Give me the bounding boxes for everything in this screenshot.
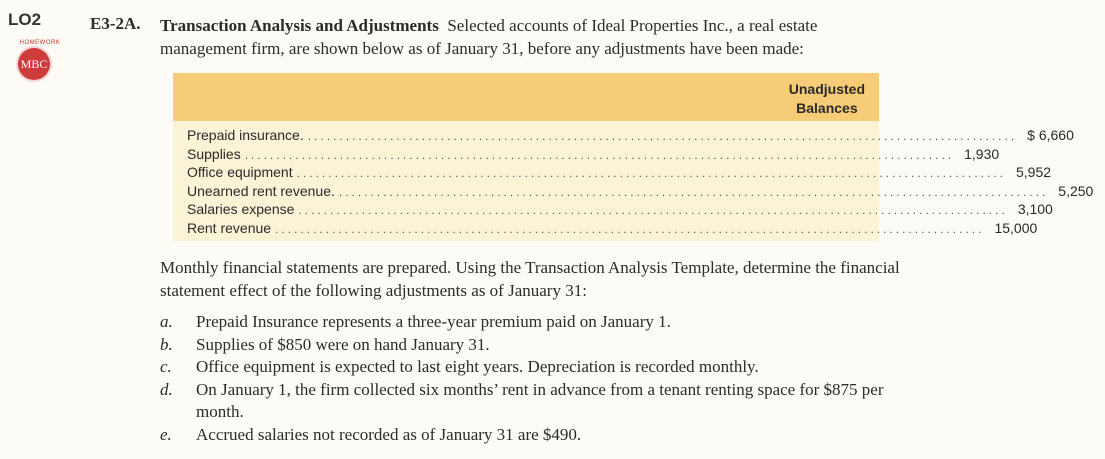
item-letter: e. bbox=[160, 424, 172, 444]
leader-dots: ................................................................................................................ bbox=[307, 129, 1018, 143]
item-letter: c. bbox=[160, 357, 172, 376]
list-item bbox=[160, 356, 900, 379]
account-name: Rent revenue bbox=[187, 219, 272, 236]
account-amount: $ 6,660 bbox=[1027, 127, 1074, 143]
item-text: Prepaid Insurance represents a three-year premium paid on January 1. bbox=[196, 312, 671, 331]
table-row bbox=[187, 164, 1052, 183]
column-header-line2: Balances bbox=[796, 100, 858, 116]
account-amount: 5,952 bbox=[1016, 164, 1052, 180]
mbc-badge: MBC bbox=[18, 48, 50, 80]
account-name: Supplies bbox=[187, 145, 241, 162]
column-header bbox=[789, 80, 865, 118]
leader-dots: ................................................................................................................ bbox=[338, 184, 1049, 199]
item-text: Office equipment is expected to last eight years. Depreciation is recorded monthly. bbox=[196, 357, 759, 376]
column-header-line1: Unadjusted bbox=[788, 81, 865, 97]
item-text: Supplies of $850 were on hand January 31. bbox=[196, 334, 490, 354]
table-row bbox=[187, 182, 1094, 202]
item-letter: d. bbox=[160, 379, 173, 399]
list-item bbox=[160, 379, 900, 424]
account-name: Office equipment bbox=[187, 164, 293, 180]
table-row bbox=[187, 145, 1000, 165]
leader-dots: ................................................................................................................ bbox=[298, 203, 1008, 217]
adjustments-list bbox=[160, 311, 900, 446]
item-text: Accrued salaries not recorded as of January 31 are $490. bbox=[196, 424, 582, 444]
list-item bbox=[160, 311, 900, 334]
item-text: On January 1, the firm collected six months’ rent in advance from a tenant renting space for $875 per month. bbox=[196, 379, 884, 421]
exercise-title: Transaction Analysis and Adjustments bbox=[160, 16, 439, 35]
exercise-intro-text: Selected accounts of Ideal Properties Inc., a real estate management firm, are shown below as of January 31, before any adjustments have been made: bbox=[160, 16, 818, 58]
leader-dots: ................................................................................................................ bbox=[296, 166, 1006, 180]
table-row bbox=[187, 201, 1053, 220]
balances-table bbox=[173, 73, 1094, 241]
account-amount: 5,250 bbox=[1058, 182, 1094, 199]
exercise-intro bbox=[160, 14, 900, 60]
list-item bbox=[160, 334, 900, 357]
leader-dots: ................................................................................................................ bbox=[244, 147, 955, 162]
account-amount: 3,100 bbox=[1017, 201, 1053, 217]
account-name: Unearned rent revenue. bbox=[187, 182, 335, 199]
item-letter: a. bbox=[160, 312, 173, 331]
table-rows bbox=[187, 127, 1094, 238]
list-item bbox=[160, 424, 900, 447]
table-header bbox=[173, 73, 879, 121]
table-row bbox=[187, 127, 1074, 146]
learning-objective-label: LO2 bbox=[8, 10, 42, 29]
account-amount: 15,000 bbox=[994, 219, 1038, 236]
exercise-number: E3-2A. bbox=[90, 14, 141, 33]
leader-dots: ................................................................................................................ bbox=[275, 221, 985, 236]
homework-label: HOMEWORK bbox=[19, 40, 61, 46]
account-amount: 1,930 bbox=[964, 145, 1000, 162]
account-name: Salaries expense bbox=[187, 201, 295, 217]
item-letter: b. bbox=[160, 334, 173, 354]
instructions-paragraph: Monthly financial statements are prepared. Using the Transaction Analysis Template, determine the financial statement effect of the following adjustments as of January 31: bbox=[160, 258, 900, 300]
table-row bbox=[187, 219, 1038, 239]
account-name: Prepaid insurance. bbox=[187, 127, 304, 143]
